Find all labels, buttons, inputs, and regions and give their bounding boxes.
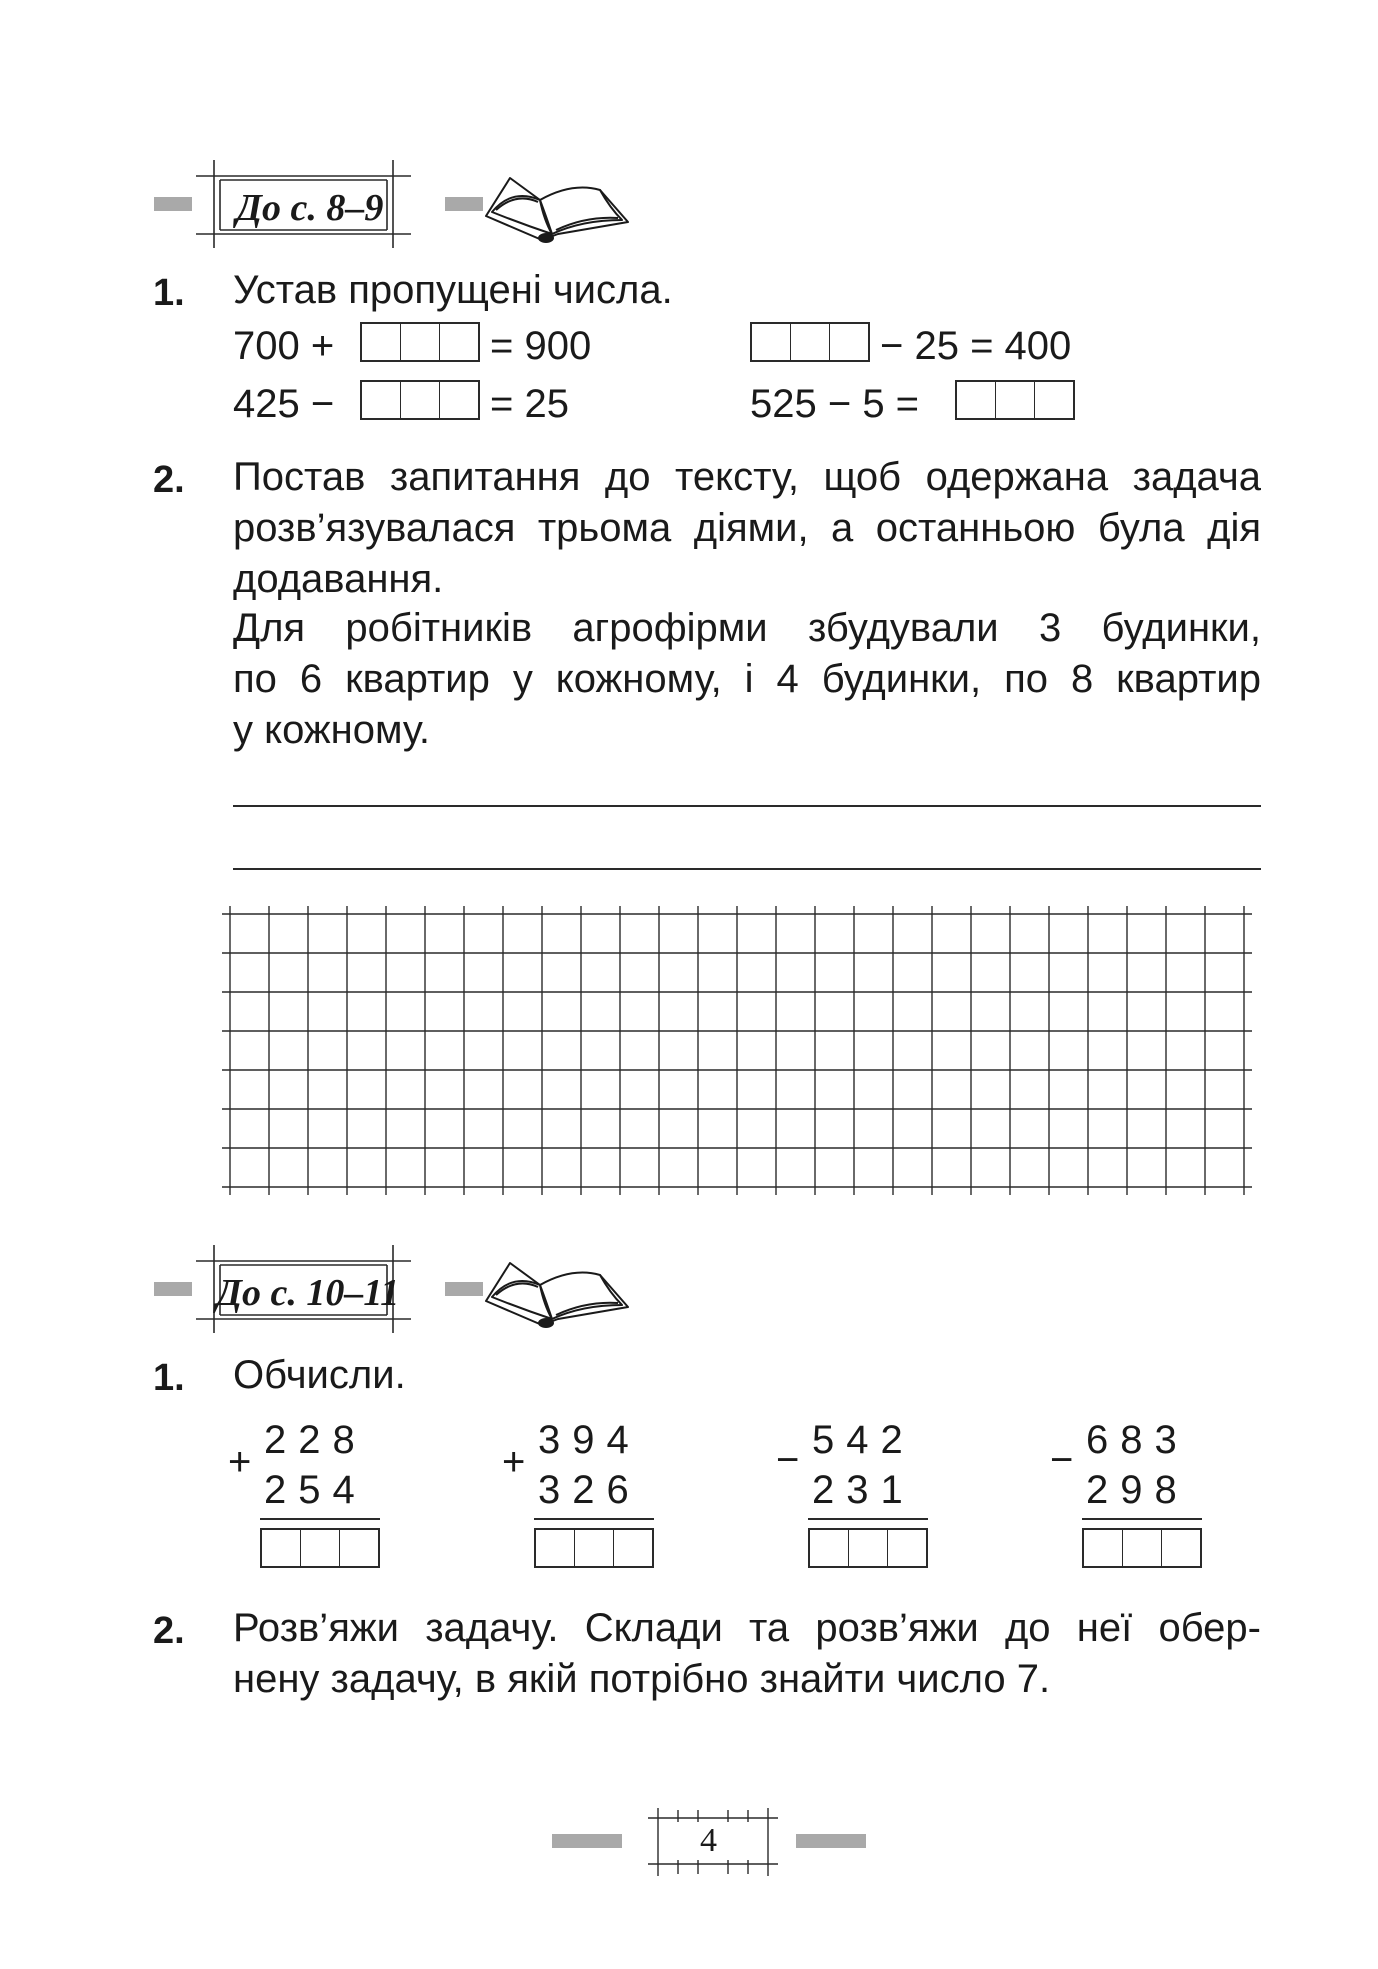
answer-box[interactable] [955, 380, 1075, 420]
text-line: по 6 квартир у кожному, і 4 будинки, по 8 квартир [233, 657, 1261, 701]
column-operation [228, 1418, 368, 1568]
accent-bar [552, 1834, 622, 1848]
task-prompt [233, 452, 1261, 605]
open-book-icon [482, 1245, 632, 1333]
column-operation [776, 1418, 916, 1568]
operation-sign: + [502, 1440, 526, 1484]
task-instruction: Устав пропущені числа. [233, 268, 673, 312]
text-line: Для робітників агрофірми збудували 3 будинки, [233, 606, 1261, 650]
operand-top: 394 [538, 1418, 641, 1462]
squared-grid[interactable] [220, 900, 1270, 1206]
page-number: 4 [700, 1822, 717, 1859]
operand-bottom: 326 [538, 1468, 641, 1512]
equation-left: 525 − 5 = [750, 382, 920, 426]
open-book-icon [482, 160, 632, 248]
column-operation [502, 1418, 642, 1568]
answer-box[interactable] [1082, 1528, 1202, 1568]
section-header-2 [150, 1245, 630, 1335]
page-footer [548, 1808, 868, 1878]
answer-box[interactable] [808, 1528, 928, 1568]
accent-bar [445, 197, 483, 211]
equation-right: = 900 [490, 324, 592, 368]
result-rule [808, 1518, 928, 1520]
task-number: 2. [153, 1610, 185, 1652]
result-rule [260, 1518, 380, 1520]
equation-right: − 25 = 400 [880, 324, 1072, 368]
result-rule [534, 1518, 654, 1520]
answer-box[interactable] [750, 322, 870, 362]
task-number: 1. [153, 272, 185, 314]
text-line: Розв’яжи задачу. Склади та розв’яжи до неї обер- [233, 1606, 1261, 1650]
answer-box[interactable] [260, 1528, 380, 1568]
answer-box[interactable] [360, 380, 480, 420]
result-rule [1082, 1518, 1202, 1520]
text-line: Постав запитання до тексту, щоб одержана задача [233, 455, 1261, 499]
text-line: нену задачу, в якій потрібно знайти число 7. [233, 1657, 1051, 1701]
operand-bottom: 231 [812, 1468, 915, 1512]
equation-left: 700 + [233, 324, 335, 368]
operand-bottom: 298 [1086, 1468, 1189, 1512]
answer-line[interactable] [233, 868, 1261, 870]
equation-right: = 25 [490, 382, 569, 426]
accent-bar [445, 1282, 483, 1296]
section-header-1 [150, 160, 630, 250]
accent-bar [154, 1282, 192, 1296]
accent-bar [154, 197, 192, 211]
text-line: у кожному. [233, 708, 431, 752]
operation-sign: + [228, 1440, 252, 1484]
answer-box[interactable] [534, 1528, 654, 1568]
answer-line[interactable] [233, 805, 1261, 807]
equation-left: 425 − [233, 382, 335, 426]
task-instruction: Обчисли. [233, 1353, 406, 1397]
operand-top: 228 [264, 1418, 367, 1462]
operand-bottom: 254 [264, 1468, 367, 1512]
operand-top: 683 [1086, 1418, 1189, 1462]
operand-top: 542 [812, 1418, 915, 1462]
task-number: 1. [153, 1357, 185, 1399]
section-title: До с. 10–11 [216, 1272, 400, 1314]
text-line: додавання. [233, 557, 444, 601]
task-prompt [233, 1603, 1261, 1705]
answer-box[interactable] [360, 322, 480, 362]
task-story [233, 603, 1261, 756]
column-operation [1050, 1418, 1190, 1568]
accent-bar [796, 1834, 866, 1848]
task-number: 2. [153, 459, 185, 501]
text-line: розв’язувалася трьома діями, а останньою була дія [233, 506, 1261, 550]
operation-sign: − [776, 1438, 800, 1482]
section-title: До с. 8–9 [236, 187, 384, 229]
operation-sign: − [1050, 1438, 1074, 1482]
